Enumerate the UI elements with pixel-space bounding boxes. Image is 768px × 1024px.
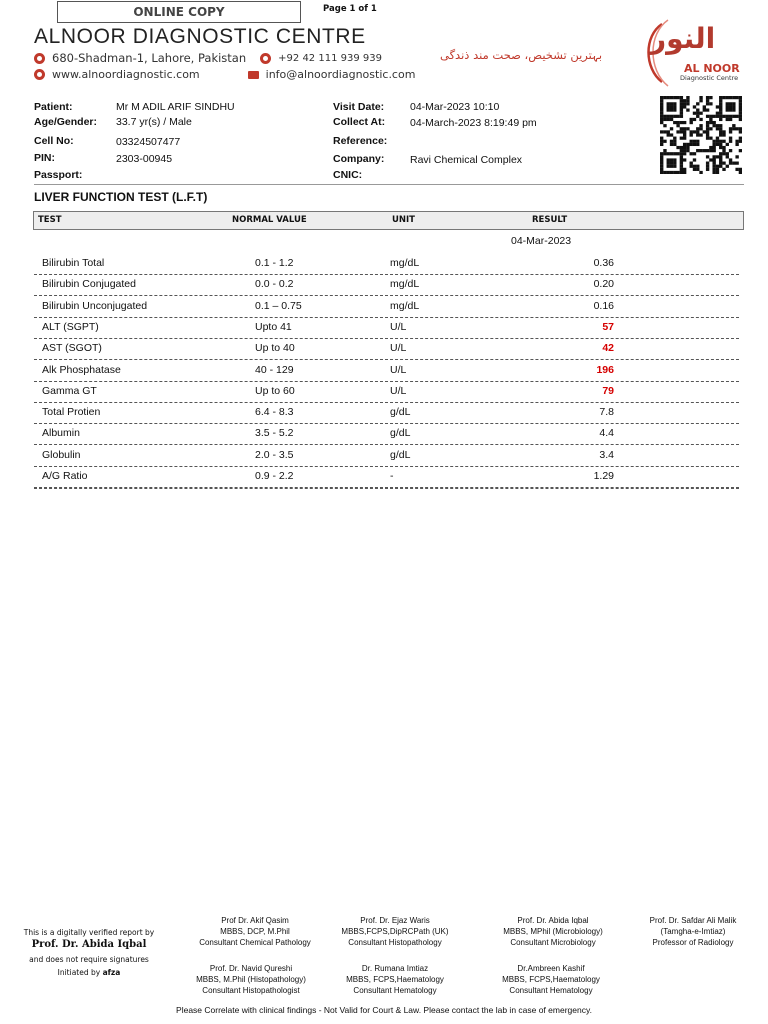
patient-name: Mr M ADIL ARIF SINDHU [116, 101, 235, 113]
unit: - [390, 470, 394, 482]
cell-number: 03324507477 [116, 136, 181, 148]
result-value: 0.16 [593, 299, 614, 312]
initiated-by: afza [102, 968, 121, 977]
signatory-role: Consultant Hematology [353, 986, 437, 995]
reference-label: Reference: [333, 135, 388, 147]
org-name: ALNOOR DIAGNOSTIC CENTRE [34, 25, 366, 48]
result-value: 0.36 [593, 257, 614, 269]
collect-at: 04-March-2023 8:19:49 pm [410, 117, 537, 129]
signatory-role: Consultant Chemical Pathology [199, 938, 311, 947]
normal-value: Up to 40 [255, 342, 295, 355]
signatory-name: Prof. Dr. Navid Qureshi [209, 964, 293, 973]
signatory-block [186, 963, 316, 996]
table-end-divider [34, 487, 739, 489]
website: www.alnoordiagnostic.com [52, 68, 200, 81]
test-name: Bilirubin Total [42, 257, 105, 269]
signatory-block [190, 915, 320, 948]
online-copy-badge: ONLINE COPY [57, 1, 301, 23]
result-value: 4.4 [599, 427, 614, 440]
table-row [34, 381, 739, 403]
test-name: A/G Ratio [42, 470, 88, 482]
web-line [34, 68, 415, 81]
signatory-deg: MBBS, DCP, M.Phil [220, 927, 290, 936]
col-test: TEST [38, 215, 62, 225]
table-row [34, 338, 739, 360]
test-name: Alk Phosphatase [42, 363, 121, 376]
page-number: Page 1 of 1 [323, 4, 377, 14]
table-row [34, 360, 739, 382]
report-title: LIVER FUNCTION TEST (L.F.T) [34, 190, 208, 204]
col-result: RESULT [532, 215, 568, 225]
disclaimer: Please Correlate with clinical findings - Not Valid for Court & Law. Please contact the lab in case of emergency. [176, 1005, 592, 1015]
signatory-role: Consultant Histopathologist [202, 986, 300, 995]
signatory-name: Prof. Dr. Ejaz Waris [360, 916, 430, 925]
company-label: Company: [333, 153, 385, 165]
signatory-name: Dr. Rumana Imtiaz [361, 964, 429, 973]
normal-value: 0.1 – 0.75 [255, 299, 302, 312]
normal-value: 6.4 - 8.3 [255, 406, 294, 419]
logo-subtitle: Diagnostic Centre [680, 74, 739, 82]
unit: mg/dL [390, 299, 420, 312]
normal-value: Upto 41 [255, 320, 292, 333]
table-row [34, 423, 739, 445]
logo-name: AL NOOR [684, 62, 740, 75]
table-row [34, 445, 739, 467]
urdu-tagline: بہترین تشخیص، صحت مند ذندگی [440, 48, 603, 62]
verified-name: Prof. Dr. Abida Iqbal [31, 939, 147, 950]
signatory-block [628, 915, 758, 948]
signatory-deg: MBBS, MPhil (Microbiology) [503, 927, 603, 936]
signatory-role: Consultant Microbiology [510, 938, 596, 947]
signatory-block [330, 915, 460, 948]
phone: +92 42 111 939 939 [278, 52, 382, 64]
test-name: ALT (SGPT) [42, 320, 99, 333]
col-unit: UNIT [392, 215, 415, 225]
unit: g/dL [390, 406, 411, 419]
result-value: 79 [602, 384, 614, 397]
table-row [34, 466, 739, 488]
normal-value: 0.0 - 0.2 [255, 278, 294, 291]
test-name: AST (SGOT) [42, 342, 102, 355]
signatory-name: Prof. Dr. Abida Iqbal [517, 916, 589, 925]
signatory-block [488, 915, 618, 948]
normal-value: 0.1 - 1.2 [255, 257, 294, 269]
divider [34, 184, 744, 185]
visit-date-label: Visit Date: [333, 101, 385, 113]
result-value: 7.8 [599, 406, 614, 419]
visit-date: 04-Mar-2023 10:10 [410, 101, 500, 113]
cell-label: Cell No: [34, 135, 74, 147]
test-name: Total Protien [42, 406, 101, 419]
test-name: Bilirubin Conjugated [42, 278, 136, 291]
verified-text-2: and does not require signatures [29, 955, 149, 964]
signatory-deg: MBBS,FCPS,DipRCPath (UK) [341, 927, 449, 936]
test-name: Globulin [42, 448, 81, 461]
unit: mg/dL [390, 278, 420, 291]
pin-value: 2303-00945 [116, 153, 173, 165]
table-row [34, 296, 739, 318]
email: info@alnoordiagnostic.com [265, 68, 416, 81]
address-line [34, 51, 382, 65]
unit: U/L [390, 363, 407, 376]
signatory-role: Professor of Radiology [652, 938, 734, 947]
test-name: Albumin [42, 427, 80, 440]
signatory-role: Consultant Hematology [509, 986, 593, 995]
result-value: 196 [596, 363, 614, 376]
result-value: 3.4 [599, 448, 614, 461]
table-header [33, 211, 744, 230]
unit: g/dL [390, 448, 411, 461]
phone-icon [260, 53, 271, 64]
normal-value: 2.0 - 3.5 [255, 448, 294, 461]
test-name: Bilirubin Unconjugated [42, 299, 148, 312]
address: 680-Shadman-1, Lahore, Pakistan [52, 51, 247, 65]
table-row [34, 402, 739, 424]
globe-icon [34, 69, 45, 80]
unit: U/L [390, 320, 407, 333]
signatory-role: Consultant Histopathology [348, 938, 442, 947]
age-label: Age/Gender: [34, 116, 98, 128]
initiated-label: Initiated by [57, 968, 101, 977]
signatory-deg: MBBS, FCPS,Haematology [502, 975, 600, 984]
signatory-block [486, 963, 616, 996]
normal-value: 40 - 129 [255, 363, 294, 376]
signatory-deg: (Tamgha-e-Imtiaz) [660, 927, 726, 936]
verified-text-1: This is a digitally verified report by [23, 928, 155, 937]
patient-label: Patient: [34, 101, 73, 113]
signatory-block [330, 963, 460, 996]
signatory-name: Prof Dr. Akif Qasim [221, 916, 289, 925]
pin-label: PIN: [34, 152, 55, 164]
table-row [34, 317, 739, 339]
normal-value: 3.5 - 5.2 [255, 427, 294, 440]
test-name: Gamma GT [42, 384, 97, 397]
signatory-name: Prof. Dr. Safdar Ali Malik [649, 916, 737, 925]
signatory-name: Dr.Ambreen Kashif [517, 964, 585, 973]
email-icon [248, 71, 259, 79]
table-row [34, 253, 739, 275]
unit: mg/dL [390, 257, 420, 269]
normal-value: Up to 60 [255, 384, 295, 397]
result-value: 57 [602, 320, 614, 333]
result-date: 04-Mar-2023 [511, 235, 572, 247]
result-value: 0.20 [593, 278, 614, 291]
table-row [34, 274, 739, 296]
result-value: 1.29 [593, 470, 614, 482]
location-icon [34, 53, 45, 64]
cnic-label: CNIC: [333, 169, 363, 181]
unit: g/dL [390, 427, 411, 440]
normal-value: 0.9 - 2.2 [255, 470, 294, 482]
qr-code [660, 96, 742, 174]
result-value: 42 [602, 342, 614, 355]
signatory-deg: MBBS, FCPS,Haematology [346, 975, 444, 984]
col-normal: NORMAL VALUE [232, 215, 307, 225]
unit: U/L [390, 384, 407, 397]
age-gender: 33.7 yr(s) / Male [116, 116, 192, 128]
unit: U/L [390, 342, 407, 355]
signatory-deg: MBBS, M.Phil (Histopathology) [196, 975, 306, 984]
collect-label: Collect At: [333, 116, 386, 128]
initiated-line [14, 968, 164, 977]
company-value: Ravi Chemical Complex [410, 154, 523, 166]
passport-label: Passport: [34, 169, 83, 181]
logo-arabic-text: النور [650, 22, 716, 55]
